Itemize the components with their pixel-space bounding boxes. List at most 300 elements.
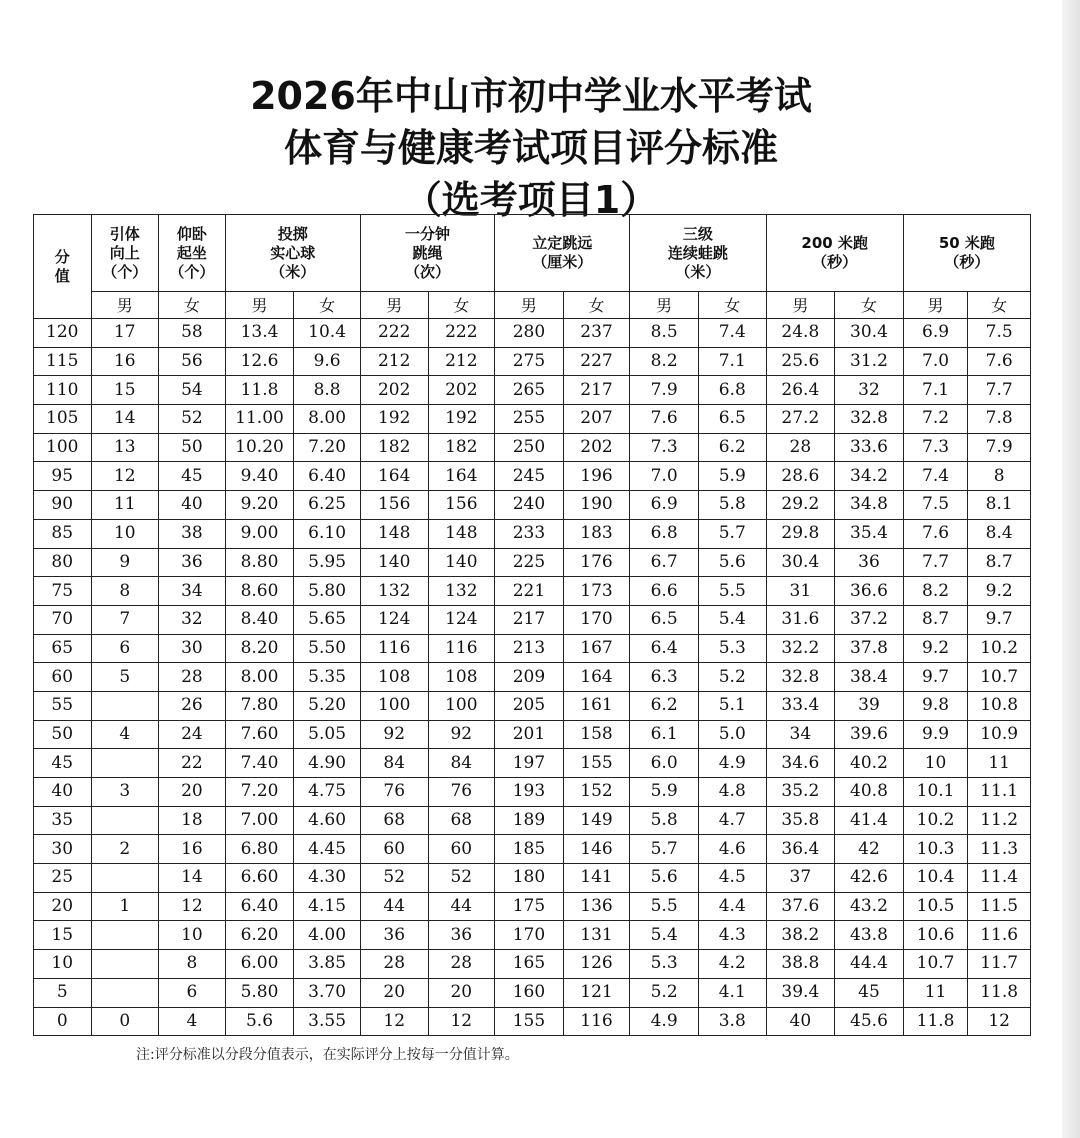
table-cell: 33.6 xyxy=(835,433,904,462)
table-cell: 40.2 xyxy=(835,749,904,778)
table-cell: 7.40 xyxy=(225,749,294,778)
table-cell: 5.3 xyxy=(630,950,699,979)
table-cell: 12 xyxy=(159,892,226,921)
table-cell: 5.2 xyxy=(698,663,766,692)
table-cell: 9.9 xyxy=(903,720,968,749)
table-cell: 50 xyxy=(159,433,226,462)
score-cell: 85 xyxy=(34,519,92,548)
header-item xyxy=(495,215,630,292)
table-cell: 11.5 xyxy=(968,892,1031,921)
header-item xyxy=(630,215,766,292)
table-cell: 240 xyxy=(495,491,564,520)
table-cell: 156 xyxy=(360,491,428,520)
table-cell: 56 xyxy=(159,347,226,376)
table-cell: 152 xyxy=(563,778,630,807)
table-cell: 6.9 xyxy=(903,319,968,348)
table-row xyxy=(34,749,1031,778)
table-cell: 11.8 xyxy=(903,1007,968,1036)
table-cell: 9.7 xyxy=(903,663,968,692)
table-cell: 4.7 xyxy=(698,806,766,835)
table-cell: 190 xyxy=(563,491,630,520)
score-cell: 35 xyxy=(34,806,92,835)
header-item-text: 投掷 xyxy=(277,224,308,243)
table-cell: 222 xyxy=(428,319,495,348)
table-cell: 196 xyxy=(563,462,630,491)
score-cell: 10 xyxy=(34,950,92,979)
table-cell: 40 xyxy=(766,1007,835,1036)
table-cell: 8.5 xyxy=(630,319,699,348)
score-cell: 50 xyxy=(34,720,92,749)
table-cell: 34.8 xyxy=(835,491,904,520)
table-cell: 38.2 xyxy=(766,921,835,950)
table-cell: 35.4 xyxy=(835,519,904,548)
table-cell: 44 xyxy=(360,892,428,921)
table-cell: 6.40 xyxy=(225,892,294,921)
table-cell: 10.7 xyxy=(968,663,1031,692)
table-cell: 121 xyxy=(563,978,630,1007)
header-score xyxy=(34,215,92,319)
table-cell: 233 xyxy=(495,519,564,548)
table-cell: 158 xyxy=(563,720,630,749)
table-cell: 6.00 xyxy=(225,950,294,979)
table-cell: 5.20 xyxy=(294,691,361,720)
header-item-text: （秒） xyxy=(944,253,990,271)
table-cell: 6.8 xyxy=(630,519,699,548)
table-cell: 3.55 xyxy=(294,1007,361,1036)
table-cell: 7.1 xyxy=(903,376,968,405)
table-cell: 197 xyxy=(495,749,564,778)
header-gender: 女 xyxy=(968,292,1031,319)
score-cell: 95 xyxy=(34,462,92,491)
table-cell: 5.9 xyxy=(630,778,699,807)
score-cell: 110 xyxy=(34,376,92,405)
table-cell: 25.6 xyxy=(766,347,835,376)
table-cell: 148 xyxy=(360,519,428,548)
table-cell: 265 xyxy=(495,376,564,405)
score-cell: 105 xyxy=(34,405,92,434)
table-cell: 6.80 xyxy=(225,835,294,864)
table-cell: 116 xyxy=(428,634,495,663)
table-cell: 156 xyxy=(428,491,495,520)
table-cell: 32.2 xyxy=(766,634,835,663)
table-cell: 5.8 xyxy=(698,491,766,520)
table-cell: 32.8 xyxy=(835,405,904,434)
header-item-text: 200 米跑 xyxy=(801,234,868,252)
table-cell: 36 xyxy=(159,548,226,577)
table-cell: 29.8 xyxy=(766,519,835,548)
table-cell: 20 xyxy=(428,978,495,1007)
table-cell: 170 xyxy=(563,605,630,634)
table-cell: 108 xyxy=(428,663,495,692)
table-cell: 7.6 xyxy=(968,347,1031,376)
table-cell: 20 xyxy=(159,778,226,807)
header-gender: 男 xyxy=(766,292,835,319)
title-line-1: 2026年中山市初中学业水平考试 xyxy=(250,74,812,118)
table-cell: 5.05 xyxy=(294,720,361,749)
table-cell: 11.2 xyxy=(968,806,1031,835)
table-cell: 52 xyxy=(159,405,226,434)
table-cell: 3.8 xyxy=(698,1007,766,1036)
table-cell: 36.4 xyxy=(766,835,835,864)
table-cell: 32.8 xyxy=(766,663,835,692)
table-cell: 20 xyxy=(360,978,428,1007)
table-cell: 8.00 xyxy=(294,405,361,434)
table-row xyxy=(34,376,1031,405)
table-cell: 202 xyxy=(563,433,630,462)
footnote: 注:评分标准以分段分值表示，在实际评分上按每一分值计算。 xyxy=(136,1047,519,1063)
table-cell: 11.1 xyxy=(968,778,1031,807)
table-cell: 9 xyxy=(91,548,159,577)
table-cell: 4.6 xyxy=(698,835,766,864)
table-cell: 217 xyxy=(563,376,630,405)
header-gender: 女 xyxy=(428,292,495,319)
table-cell: 4.9 xyxy=(698,749,766,778)
table-cell: 3 xyxy=(91,778,159,807)
table-row xyxy=(34,663,1031,692)
table-cell: 170 xyxy=(495,921,564,950)
table-cell: 10.2 xyxy=(903,806,968,835)
table-cell: 45 xyxy=(835,978,904,1007)
table-cell: 31.6 xyxy=(766,605,835,634)
header-item-text: 引体 xyxy=(109,224,140,243)
table-cell: 7.5 xyxy=(903,491,968,520)
table-cell: 58 xyxy=(159,319,226,348)
table-cell: 5.3 xyxy=(698,634,766,663)
table-cell: 13.4 xyxy=(225,319,294,348)
table-cell: 4.00 xyxy=(294,921,361,950)
table-cell: 8.7 xyxy=(968,548,1031,577)
table-cell: 6.6 xyxy=(630,577,699,606)
table-cell: 164 xyxy=(428,462,495,491)
table-cell: 41.4 xyxy=(835,806,904,835)
header-row-gender xyxy=(34,292,1031,319)
table-cell: 4.2 xyxy=(698,950,766,979)
table-cell: 5.35 xyxy=(294,663,361,692)
table-row xyxy=(34,835,1031,864)
table-cell: 11.8 xyxy=(968,978,1031,1007)
header-item-text: 仰卧 xyxy=(176,224,207,243)
header-gender: 女 xyxy=(563,292,630,319)
table-cell: 245 xyxy=(495,462,564,491)
header-gender: 男 xyxy=(91,292,159,319)
title-line-2: 体育与健康考试项目评分标准 xyxy=(283,126,778,170)
table-cell: 15 xyxy=(91,376,159,405)
score-cell: 100 xyxy=(34,433,92,462)
score-cell: 0 xyxy=(34,1007,92,1036)
table-cell: 10 xyxy=(91,519,159,548)
table-cell: 275 xyxy=(495,347,564,376)
table-row xyxy=(34,634,1031,663)
table-cell: 6.5 xyxy=(698,405,766,434)
table-cell: 76 xyxy=(428,778,495,807)
table-cell: 36.6 xyxy=(835,577,904,606)
table-cell: 29.2 xyxy=(766,491,835,520)
table-cell xyxy=(91,950,159,979)
table-row xyxy=(34,319,1031,348)
table-cell xyxy=(91,864,159,893)
table-cell: 2 xyxy=(91,835,159,864)
header-item-text: 50 米跑 xyxy=(938,234,995,252)
table-cell: 183 xyxy=(563,519,630,548)
table-cell: 36 xyxy=(835,548,904,577)
table-cell: 6.3 xyxy=(630,663,699,692)
header-item-text: 跳绳 xyxy=(412,243,443,262)
table-cell: 149 xyxy=(563,806,630,835)
table-cell: 6.60 xyxy=(225,864,294,893)
table-cell: 12 xyxy=(968,1007,1031,1036)
score-cell: 80 xyxy=(34,548,92,577)
table-row xyxy=(34,720,1031,749)
table-cell: 54 xyxy=(159,376,226,405)
table-cell: 35.2 xyxy=(766,778,835,807)
table-cell: 209 xyxy=(495,663,564,692)
table-cell: 7.80 xyxy=(225,691,294,720)
table-cell: 92 xyxy=(428,720,495,749)
table-cell: 30.4 xyxy=(766,548,835,577)
table-cell: 6.8 xyxy=(698,376,766,405)
table-cell: 7.4 xyxy=(698,319,766,348)
table-cell: 4.90 xyxy=(294,749,361,778)
header-gender: 女 xyxy=(835,292,904,319)
score-cell: 70 xyxy=(34,605,92,634)
table-cell: 9.6 xyxy=(294,347,361,376)
table-cell: 7.9 xyxy=(630,376,699,405)
table-cell: 5.2 xyxy=(630,978,699,1007)
table-cell: 18 xyxy=(159,806,226,835)
header-item-text: 立定跳远 xyxy=(532,234,593,252)
table-cell: 165 xyxy=(495,950,564,979)
table-cell: 7.2 xyxy=(903,405,968,434)
table-cell: 217 xyxy=(495,605,564,634)
table-cell: 10.1 xyxy=(903,778,968,807)
table-cell: 4.45 xyxy=(294,835,361,864)
table-row xyxy=(34,605,1031,634)
score-cell: 15 xyxy=(34,921,92,950)
table-row xyxy=(34,519,1031,548)
table-cell: 5.5 xyxy=(698,577,766,606)
table-cell: 212 xyxy=(428,347,495,376)
table-cell: 37.6 xyxy=(766,892,835,921)
table-cell: 11.4 xyxy=(968,864,1031,893)
table-cell: 39.4 xyxy=(766,978,835,1007)
header-item-text: （个） xyxy=(169,262,215,281)
table-cell: 140 xyxy=(360,548,428,577)
table-cell: 140 xyxy=(428,548,495,577)
table-cell: 11.8 xyxy=(225,376,294,405)
header-item-text: （次） xyxy=(405,262,451,281)
table-cell: 6.9 xyxy=(630,491,699,520)
table-row xyxy=(34,548,1031,577)
score-cell: 45 xyxy=(34,749,92,778)
table-cell: 35.8 xyxy=(766,806,835,835)
table-cell: 12 xyxy=(428,1007,495,1036)
score-cell: 5 xyxy=(34,978,92,1007)
table-cell: 12 xyxy=(360,1007,428,1036)
table-row xyxy=(34,892,1031,921)
table-cell: 126 xyxy=(563,950,630,979)
table-cell: 116 xyxy=(563,1007,630,1036)
header-item xyxy=(360,215,494,292)
table-cell: 116 xyxy=(360,634,428,663)
header-item-text: 向上 xyxy=(109,243,140,262)
header-item-text: 三级 xyxy=(682,224,713,243)
score-cell: 55 xyxy=(34,691,92,720)
table-cell: 8.40 xyxy=(225,605,294,634)
table-cell: 6.20 xyxy=(225,921,294,950)
table-cell: 52 xyxy=(360,864,428,893)
table-cell: 84 xyxy=(360,749,428,778)
table-cell: 250 xyxy=(495,433,564,462)
table-cell: 225 xyxy=(495,548,564,577)
table-cell: 4.8 xyxy=(698,778,766,807)
header-item-text: 实心球 xyxy=(270,243,316,262)
table-cell: 5.7 xyxy=(698,519,766,548)
table-header xyxy=(34,215,1031,319)
table-cell: 36 xyxy=(360,921,428,950)
table-cell: 5.6 xyxy=(698,548,766,577)
table-cell: 176 xyxy=(563,548,630,577)
table-row xyxy=(34,950,1031,979)
table-cell: 11 xyxy=(903,978,968,1007)
table-cell: 205 xyxy=(495,691,564,720)
score-cell: 20 xyxy=(34,892,92,921)
table-cell: 43.2 xyxy=(835,892,904,921)
table-cell: 7.6 xyxy=(630,405,699,434)
table-cell: 164 xyxy=(563,663,630,692)
table-cell: 6.4 xyxy=(630,634,699,663)
header-item xyxy=(159,215,226,292)
table-cell: 43.8 xyxy=(835,921,904,950)
table-body xyxy=(34,319,1031,1036)
header-item-text: （个） xyxy=(102,262,148,281)
table-cell: 10.3 xyxy=(903,835,968,864)
table-cell: 161 xyxy=(563,691,630,720)
table-cell: 180 xyxy=(495,864,564,893)
table-cell: 167 xyxy=(563,634,630,663)
table-cell: 7.7 xyxy=(903,548,968,577)
table-cell: 11 xyxy=(968,749,1031,778)
score-cell: 40 xyxy=(34,778,92,807)
table-cell: 6 xyxy=(159,978,226,1007)
table-row xyxy=(34,806,1031,835)
table-cell: 24 xyxy=(159,720,226,749)
table-cell: 10.2 xyxy=(968,634,1031,663)
table-cell: 32 xyxy=(835,376,904,405)
header-gender: 女 xyxy=(698,292,766,319)
table-cell: 4.9 xyxy=(630,1007,699,1036)
table-row xyxy=(34,1007,1031,1036)
table-cell xyxy=(91,749,159,778)
table-cell: 100 xyxy=(428,691,495,720)
header-gender: 男 xyxy=(903,292,968,319)
table-cell: 182 xyxy=(360,433,428,462)
table-cell: 38 xyxy=(159,519,226,548)
table-row xyxy=(34,921,1031,950)
header-item-text: （秒） xyxy=(812,253,858,271)
header-row-items xyxy=(34,215,1031,292)
table-cell: 4.3 xyxy=(698,921,766,950)
table-cell: 255 xyxy=(495,405,564,434)
table-cell: 7.1 xyxy=(698,347,766,376)
table-cell: 42.6 xyxy=(835,864,904,893)
table-cell: 5.5 xyxy=(630,892,699,921)
table-cell: 7.9 xyxy=(968,433,1031,462)
table-cell: 192 xyxy=(428,405,495,434)
table-cell: 5.50 xyxy=(294,634,361,663)
table-cell: 8.2 xyxy=(630,347,699,376)
table-cell: 76 xyxy=(360,778,428,807)
table-cell: 13 xyxy=(91,433,159,462)
table-cell: 192 xyxy=(360,405,428,434)
header-item-text: 连续蛙跳 xyxy=(667,243,728,262)
table-row xyxy=(34,978,1031,1007)
table-cell: 222 xyxy=(360,319,428,348)
table-cell: 8 xyxy=(159,950,226,979)
table-cell: 10.5 xyxy=(903,892,968,921)
header-gender: 男 xyxy=(495,292,564,319)
table-cell: 11.6 xyxy=(968,921,1031,950)
header-item xyxy=(903,215,1030,292)
table-cell: 10 xyxy=(159,921,226,950)
table-cell: 164 xyxy=(360,462,428,491)
table-cell: 7.5 xyxy=(968,319,1031,348)
table-cell: 34.6 xyxy=(766,749,835,778)
table-cell: 34.2 xyxy=(835,462,904,491)
table-cell: 11.3 xyxy=(968,835,1031,864)
table-cell: 10.4 xyxy=(294,319,361,348)
table-cell: 7.20 xyxy=(225,778,294,807)
table-cell: 227 xyxy=(563,347,630,376)
table-cell: 173 xyxy=(563,577,630,606)
table-cell: 100 xyxy=(360,691,428,720)
table-cell: 11.00 xyxy=(225,405,294,434)
table-cell: 6.10 xyxy=(294,519,361,548)
table-cell: 5.1 xyxy=(698,691,766,720)
table-cell: 10.20 xyxy=(225,433,294,462)
table-cell: 9.8 xyxy=(903,691,968,720)
table-cell: 175 xyxy=(495,892,564,921)
table-cell: 8 xyxy=(91,577,159,606)
table-cell: 84 xyxy=(428,749,495,778)
table-cell: 202 xyxy=(428,376,495,405)
table-row xyxy=(34,462,1031,491)
table-cell: 26.4 xyxy=(766,376,835,405)
table-cell: 9.2 xyxy=(903,634,968,663)
table-cell: 40.8 xyxy=(835,778,904,807)
table-cell: 5.0 xyxy=(698,720,766,749)
table-cell: 5.6 xyxy=(225,1007,294,1036)
document-title xyxy=(0,70,1062,226)
table-cell: 213 xyxy=(495,634,564,663)
score-cell: 65 xyxy=(34,634,92,663)
header-score-text: 分 xyxy=(54,247,70,266)
table-cell: 9.00 xyxy=(225,519,294,548)
table-cell: 68 xyxy=(360,806,428,835)
table-cell: 4.30 xyxy=(294,864,361,893)
table-row xyxy=(34,577,1031,606)
table-cell: 27.2 xyxy=(766,405,835,434)
table-cell: 14 xyxy=(91,405,159,434)
table-cell: 237 xyxy=(563,319,630,348)
table-cell: 7.0 xyxy=(630,462,699,491)
table-cell: 3.85 xyxy=(294,950,361,979)
table-cell: 40 xyxy=(159,491,226,520)
score-cell: 120 xyxy=(34,319,92,348)
table-cell: 16 xyxy=(91,347,159,376)
table-cell: 6.1 xyxy=(630,720,699,749)
table-cell: 5.7 xyxy=(630,835,699,864)
table-cell: 10 xyxy=(903,749,968,778)
